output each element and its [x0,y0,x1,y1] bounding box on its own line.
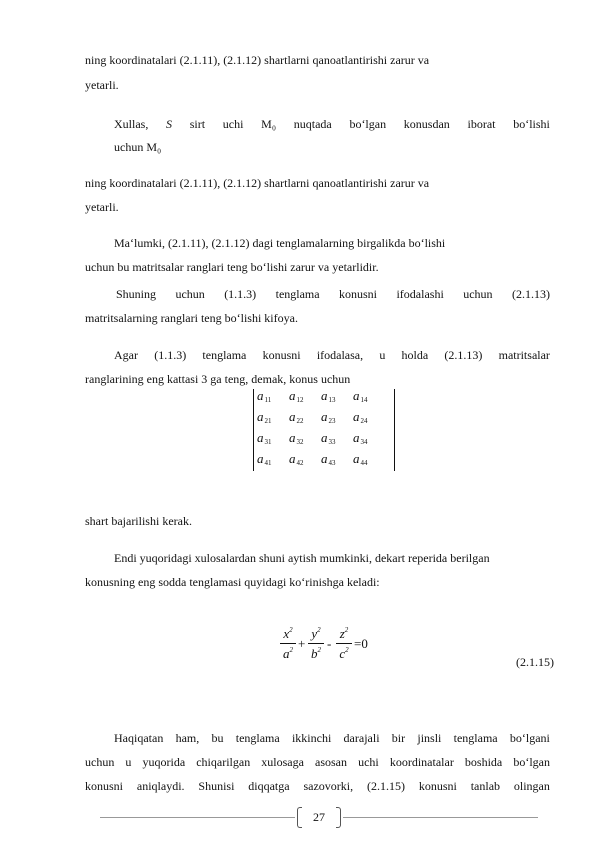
word: ikkinchi [291,731,332,745]
word: darajali [343,731,380,745]
page-number-box [297,807,341,827]
word: (1.1.3) [154,348,187,362]
footer-rule-left [100,817,295,818]
page-number: 27 [313,810,325,824]
matrix-entry: $a_{21}$ [257,409,272,425]
word: boshida [464,755,503,769]
text-line: konusning eng sodda tenglamasi quyidagi ko‘rinishga keladi: [85,575,380,589]
text-line-justified [85,755,550,770]
word: xulosaga [261,755,304,769]
word: yuqorida [142,755,186,769]
text-line-justified [116,287,550,302]
text-line-justified [114,731,550,746]
word: tanlab [470,779,501,793]
text-line: uchun bu matritsalar ranglari teng bo‘lishi zarur va yetarlidir. [85,260,379,274]
word: tenglama [453,731,498,745]
determinant-right-bar [394,389,395,471]
word: u [379,348,386,362]
word: bo‘lishi [513,117,550,131]
determinant-left-bar [253,389,254,471]
text-line-justified [85,779,550,794]
word: Haqiqatan [114,731,164,745]
text-line: ranglarining eng kattasi 3 ga teng, demak, konus uchun [85,372,351,386]
word: matritsalar [498,348,550,362]
word: (2.1.13) [444,348,483,362]
matrix-entry: $a_{34}$ [353,430,368,446]
word: aniqlaydi. [136,779,185,793]
word: konusni [339,287,378,301]
word: konusni [85,779,124,793]
matrix-entry: $a_{24}$ [353,409,368,425]
word: S [166,117,173,131]
plus-sign: + [298,636,306,651]
text-line: Ma‘lumki, (2.1.11), (2.1.12) dagi tenglamalarning birgalikda bo‘lishi [114,236,446,250]
word: sirt [189,117,206,131]
matrix-entry: $a_{41}$ [257,451,272,467]
word: M₀ [261,117,277,131]
word: uchi [358,755,379,769]
equation-number: (2.1.15) [516,655,554,669]
text-line: yetarli. [85,78,119,92]
word: tenglama [275,287,320,301]
text-line: ning koordinatalari (2.1.11), (2.1.12) shartlarni qanoatlantirishi zarur va [85,176,430,190]
word: tenglama [235,731,280,745]
text-line: ning koordinatalari (2.1.11), (2.1.12) shartlarni qanoatlantirishi zarur va [85,53,430,67]
determinant-matrix [251,389,397,475]
word: Shunisi [198,779,235,793]
text-line: matritsalarning ranglari teng bo‘lishi kifoya. [85,311,298,325]
matrix-entry: $a_{12}$ [289,388,304,404]
word: konusni [262,348,301,362]
fraction-x: $x^2$ [283,626,293,641]
word: bo‘lgani [509,731,550,745]
word: bo‘lgan [513,755,550,769]
text-line-justified [114,348,550,363]
matrix-entry: $a_{14}$ [353,388,368,404]
equals-zero: =0 [354,636,368,651]
footer-rule-right [343,817,538,818]
matrix-entry: $a_{13}$ [321,388,336,404]
fraction-z: $z^2$ [339,626,349,641]
word: bo‘lgan [349,117,387,131]
word: uchun [85,755,115,769]
word: asosan [315,755,348,769]
minus-sign: - [327,636,332,651]
word: (1.1.3) [224,287,257,301]
word: konusni [418,779,457,793]
text-line: yetarli. [85,200,119,214]
word: koordinatalar [389,755,454,769]
fraction-y: $y^2$ [311,626,321,641]
word: jinsli [417,731,442,745]
word: sazovorki, [303,779,354,793]
matrix-entry: $a_{33}$ [321,430,336,446]
fraction-c: $c^2$ [339,646,349,661]
text-line-justified [114,117,550,132]
word: nuqtada [293,117,332,131]
matrix-entry: $a_{23}$ [321,409,336,425]
matrix-entry: $a_{31}$ [257,430,272,446]
matrix-entry: $a_{32}$ [289,430,304,446]
word: (2.1.13) [511,287,550,301]
fraction-b: $b^2$ [311,646,321,661]
word: olingan [513,779,550,793]
matrix-entry: $a_{11}$ [257,388,272,404]
matrix-entry: $a_{44}$ [353,451,368,467]
text-line: shart bajarilishi kerak. [85,514,192,528]
word: uchun [463,287,493,301]
word: ifodalasa, [316,348,364,362]
word: Agar [114,348,138,362]
word: uchi [222,117,244,131]
word: holda [401,348,429,362]
word: (2.1.15) [366,779,405,793]
word: ifodalashi [396,287,444,301]
word: chiqarilgan [196,755,251,769]
word: tenglama [202,348,247,362]
word: ham, [175,731,200,745]
matrix-entry: $a_{22}$ [289,409,304,425]
matrix-entry: $a_{42}$ [289,451,304,467]
text-line: uchun M₀ [114,140,162,154]
word: u [125,755,132,769]
matrix-entry: $a_{43}$ [321,451,336,467]
cone-equation [280,626,376,666]
word: konusdan [403,117,450,131]
word: uchun [175,287,205,301]
word: iborat [467,117,496,131]
fraction-a: $a^2$ [283,646,293,661]
word: Shuning [116,287,157,301]
word: Xullas, [114,117,149,131]
word: diqqatga [248,779,290,793]
word: bu [211,731,224,745]
page-footer [0,807,595,837]
text-line: Endi yuqoridagi xulosalardan shuni aytish mumkinki, dekart reperida berilgan [114,551,490,565]
word: bir [391,731,406,745]
